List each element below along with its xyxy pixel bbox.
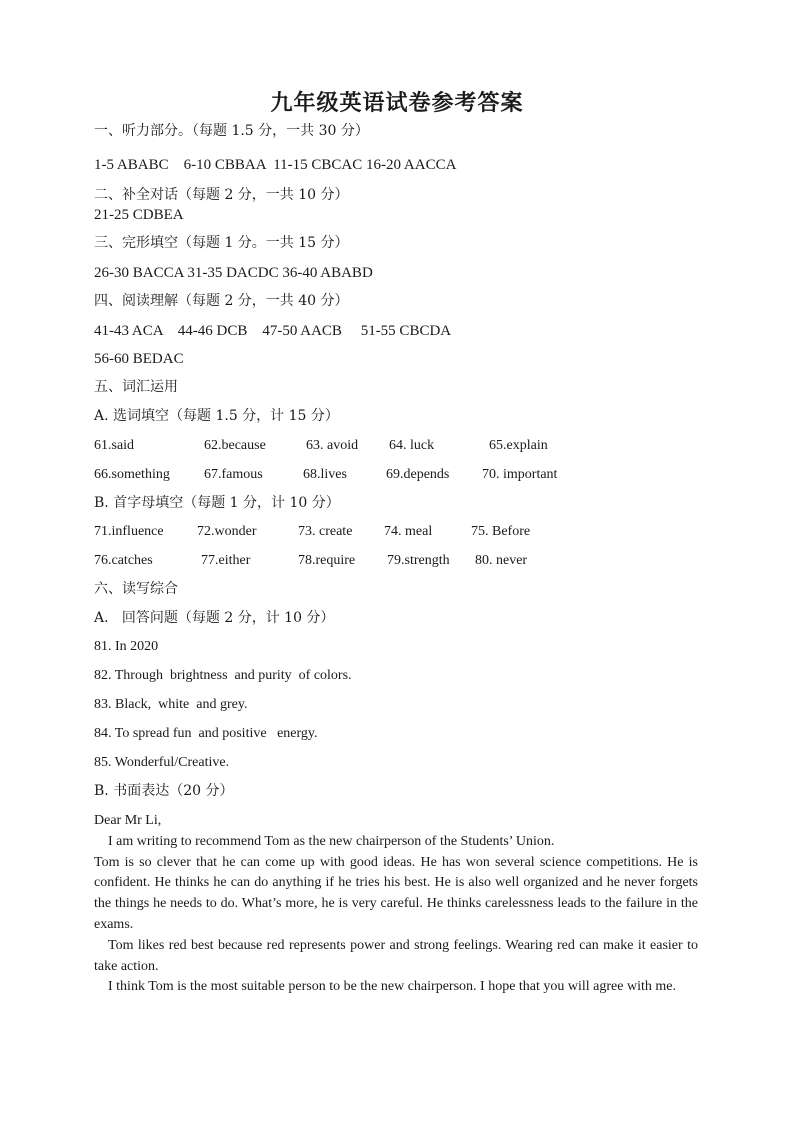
- answer-62: 62.because: [204, 438, 266, 453]
- answer-64: 64. luck: [389, 438, 435, 453]
- answer-85: 85. Wonderful/Creative.: [94, 755, 230, 770]
- section-5-heading: 五、词汇运用: [94, 379, 178, 395]
- section-4-heading: 四、阅读理解（每题 2 分，一共 40 分）: [94, 293, 349, 309]
- essay-paragraph-3: Tom likes red best because red represents power and strong feelings. Wearing red can make it easier to take action.: [94, 937, 698, 974]
- essay-paragraph-4: I think Tom is the most suitable person to be the new chairperson. I hope that you will agree with me.: [108, 979, 676, 995]
- section-1-heading: 一、听力部分。（每题 1.5 分，一共 30 分）: [94, 123, 369, 139]
- essay-salutation: Dear Mr Li,: [94, 813, 162, 828]
- answer-71: 71.influence: [94, 524, 164, 539]
- section-6-part-a-heading: A. 回答问题（每题 2 分，计 10 分）: [94, 610, 335, 626]
- answer-79: 79.strength: [387, 553, 450, 568]
- section-3-heading: 三、完形填空（每题 1 分。一共 15 分）: [94, 235, 349, 251]
- answer-68: 68.lives: [303, 467, 347, 482]
- answer-69: 69.depends: [386, 467, 450, 482]
- answer-76: 76.catches: [94, 553, 153, 568]
- answer-61: 61.said: [94, 438, 135, 453]
- section-6-part-b-heading: B. 书面表达（20 分）: [94, 783, 234, 799]
- answer-73: 73. create: [298, 524, 353, 539]
- answer-78: 78.require: [298, 553, 356, 568]
- answer-82: 82. Through brightness and purity of colors.: [94, 668, 352, 683]
- answer-77: 77.either: [201, 553, 251, 568]
- section-2-heading: 二、补全对话（每题 2 分，一共 10 分）: [94, 187, 349, 203]
- section-3-answers: 26-30 BACCA 31-35 DACDC 36-40 ABABD: [94, 265, 373, 281]
- answer-66: 66.something: [94, 467, 170, 482]
- section-2-answers: 21-25 CDBEA: [94, 207, 184, 223]
- section-5-part-b-heading: B. 首字母填空（每题 1 分，计 10 分）: [94, 495, 340, 511]
- answer-65: 65.explain: [489, 438, 548, 453]
- answer-83: 83. Black, white and grey.: [94, 697, 248, 712]
- sample-essay: [94, 811, 698, 998]
- answer-63: 63. avoid: [306, 438, 359, 453]
- section-6-heading: 六、读写综合: [94, 581, 178, 597]
- section-4-answers-line-1: 41-43 ACA 44-46 DCB 47-50 AACB 51-55 CBCDA: [94, 323, 452, 339]
- answer-67: 67.famous: [204, 467, 263, 482]
- section-5-part-a-heading: A. 选词填空（每题 1.5 分，计 15 分）: [94, 408, 339, 424]
- answer-84: 84. To spread fun and positive energy.: [94, 726, 318, 741]
- essay-paragraph-1: I am writing to recommend Tom as the new chairperson of the Students’ Union.: [108, 833, 555, 849]
- answer-80: 80. never: [475, 553, 528, 568]
- section-1-answers: 1-5 ABABC 6-10 CBBAA 11-15 CBCAC 16-20 AACCA: [94, 157, 457, 173]
- page-title: 九年级英语试卷参考答案: [270, 90, 524, 116]
- answer-74: 74. meal: [384, 524, 433, 539]
- answer-72: 72.wonder: [197, 524, 257, 539]
- answer-70: 70. important: [482, 467, 558, 482]
- essay-paragraph-2: Tom is so clever that he can come up with good ideas. He has won several science competitions. He is confident. He thinks he can do anything if he tries his best. He is also well organized and he never forgets the things he needs to do. What’s more, he is very careful. He thinks carelessness leads to the failure in the exams.: [94, 854, 698, 932]
- section-4-answers-line-2: 56-60 BEDAC: [94, 351, 184, 367]
- answer-81: 81. In 2020: [94, 639, 159, 654]
- answer-75: 75. Before: [471, 524, 531, 539]
